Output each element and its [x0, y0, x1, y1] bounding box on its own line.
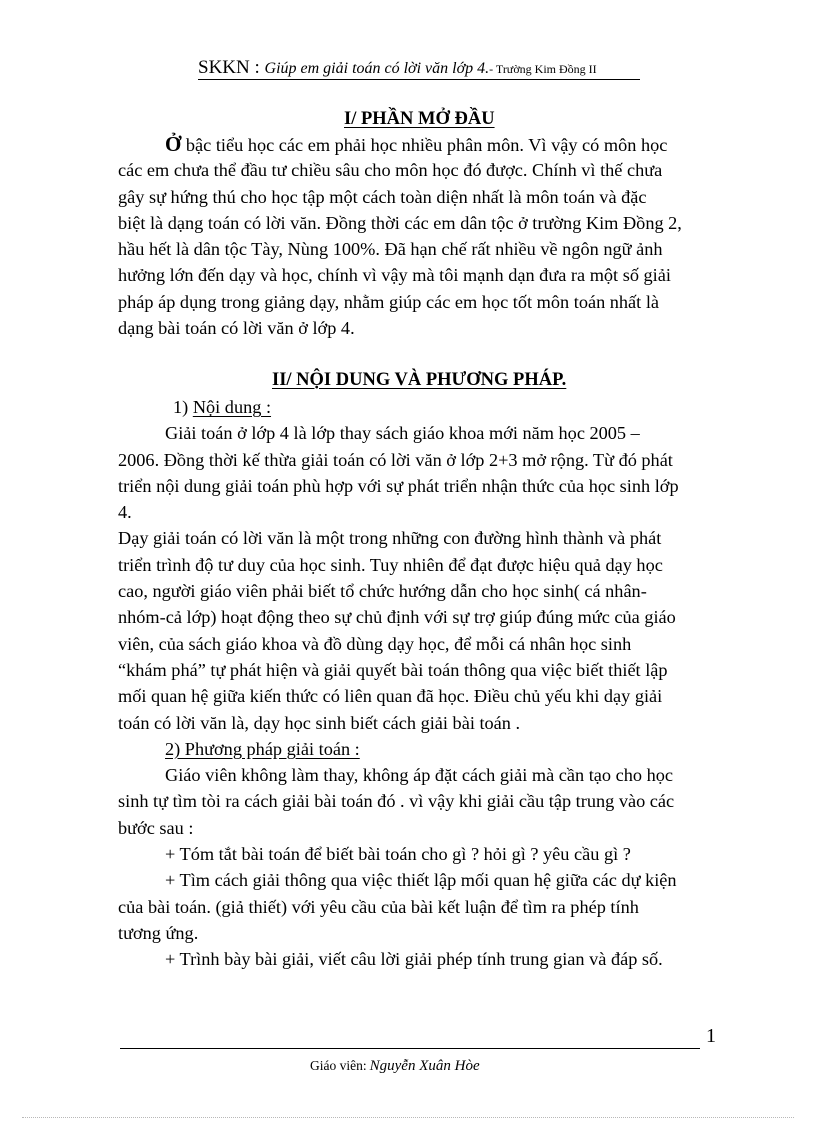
paragraph-line: hầu hết là dân tộc Tày, Nùng 100%. Đã hạn chế rất nhiều về ngôn ngữ ảnh: [118, 239, 663, 260]
paragraph-line: triển trình độ tư duy của học sinh. Tuy nhiên để đạt được hiệu quả dạy học: [118, 554, 663, 575]
bullet-line: + Trình bày bài giải, viết câu lời giải phép tính trung gian và đáp số.: [165, 949, 663, 970]
section1-heading: I/ PHẦN MỞ ĐẦU: [344, 109, 495, 129]
header-school: - Trường Kim Đồng II: [489, 62, 597, 76]
header-underline: [198, 79, 640, 80]
paragraph-line: Giải toán ở lớp 4 là lớp thay sách giáo khoa mới năm học 2005 –: [165, 423, 640, 444]
header-title: Giúp em giải toán có lời văn lớp 4.: [264, 60, 490, 77]
bullet-line: + Tóm tắt bài toán để biết bài toán cho gì ? hỏi gì ? yêu cầu gì ?: [165, 844, 631, 865]
paragraph-line: các em chưa thể đầu tư chiều sâu cho môn học đó được. Chính vì thế chưa: [118, 160, 663, 181]
paragraph-line: mối quan hệ giữa kiến thức có liên quan đã học. Điều chủ yếu khi dạy giải: [118, 686, 663, 707]
paragraph-line: 2006. Đồng thời kế thừa giải toán có lời văn ở lớp 2+3 mở rộng. Từ đó phát: [118, 449, 673, 470]
paragraph-line: cao, người giáo viên phải biết tổ chức hướng dẫn cho học sinh( cá nhân-: [118, 581, 647, 602]
paragraph-line: bước sau :: [118, 817, 194, 838]
paragraph-line: hưởng lớn đến dạy và học, chính vì vậy mà tôi mạnh dạn đưa ra một số giải: [118, 265, 671, 286]
paragraph-line: gây sự hứng thú cho học tập một cách toàn diện nhất là môn toán và đặc: [118, 186, 647, 207]
subheading-content: 1) Nội dung :: [173, 397, 272, 417]
header-sk: SKKN :: [198, 57, 265, 78]
bullet-line: tương ứng.: [118, 922, 199, 943]
teacher-signature: Nguyễn Xuân Hòe: [369, 1058, 480, 1074]
paragraph-line: nhóm-cả lớp) hoạt động theo sự chủ định với sự trợ giúp đúng mức của giáo: [118, 607, 676, 628]
dropcap-letter: Ở: [165, 132, 182, 156]
teacher-label: Giáo viên:: [310, 1058, 367, 1073]
bullet-line: + Tìm cách giải thông qua việc thiết lập mối quan hệ giữa các dự kiện: [165, 870, 677, 891]
page-footer: [310, 1056, 480, 1076]
paragraph-line: “khám phá” tự phát hiện và giải quyết bài toán thông qua việc biết thiết lập: [118, 659, 668, 680]
subheading-method: 2) Phương pháp giải toán :: [165, 738, 360, 759]
section2-heading: II/ NỘI DUNG VÀ PHƯƠNG PHÁP.: [272, 370, 567, 390]
section1-body: [118, 131, 718, 341]
paragraph-line: viên, của sách giáo khoa và đồ dùng dạy học, để mỗi cá nhân học sinh: [118, 633, 632, 654]
page-number: 1: [706, 1025, 716, 1047]
paragraph-line: pháp áp dụng trong giảng dạy, nhằm giúp các em học tốt môn toán nhất là: [118, 291, 660, 312]
paragraph-line: toán có lời văn là, dạy học sinh biết cách giải bài toán .: [118, 712, 521, 733]
paragraph-line: Giáo viên không làm thay, không áp đặt cách giải mà cần tạo cho học: [165, 765, 673, 786]
paragraph-line: biệt là dạng toán có lời văn. Đồng thời các em dân tộc ở trường Kim Đồng 2,: [118, 212, 682, 233]
paragraph-line: triển nội dung giải toán phù hợp với sự phát triển nhận thức của học sinh lớp: [118, 475, 679, 496]
footer-rule: [120, 1048, 700, 1049]
paragraph-line: dạng bài toán có lời văn ở lớp 4.: [118, 318, 355, 339]
section2-body: [118, 394, 718, 973]
paragraph-line: sinh tự tìm tòi ra cách giải bài toán đó . vì vậy khi giải cầu tập trung vào các: [118, 791, 675, 812]
bullet-line: của bài toán. (giả thiết) với yêu cầu của bài kết luận để tìm ra phép tính: [118, 896, 639, 917]
paragraph-line: Ở bậc tiểu học các em phải học nhiều phân môn. Vì vậy có môn học: [165, 132, 668, 156]
paragraph-line: Dạy giải toán có lời văn là một trong những con đường hình thành và phát: [118, 528, 662, 549]
page-edge-dots: [22, 1117, 794, 1119]
page-header: [198, 56, 658, 80]
paragraph-line: 4.: [118, 502, 132, 523]
